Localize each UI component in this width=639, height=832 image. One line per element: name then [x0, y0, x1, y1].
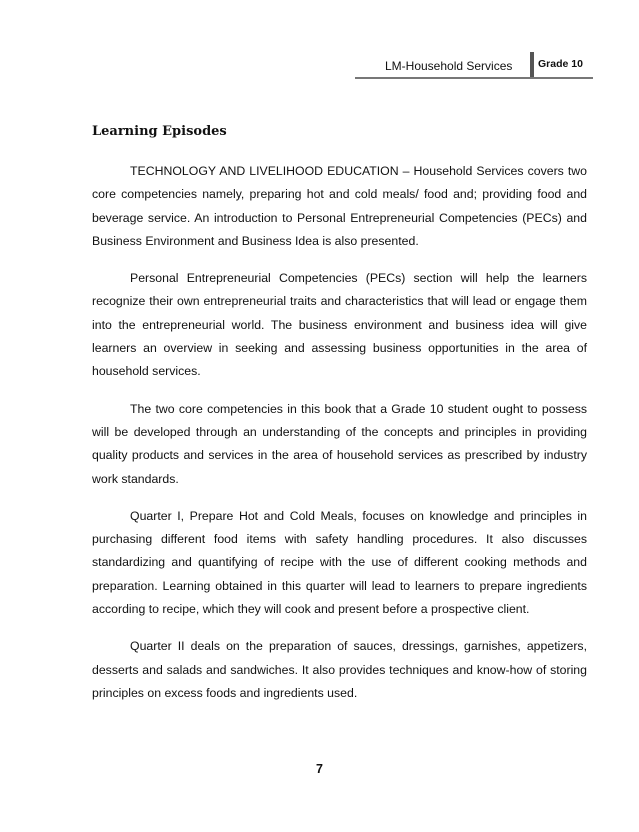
paragraph-intro-lead: TECHNOLOGY AND LIVELIHOOD EDUCATION – Household Services	[130, 164, 524, 178]
page-number: 7	[316, 762, 323, 776]
section-heading: Learning Episodes	[92, 124, 227, 139]
document-body	[92, 160, 587, 719]
paragraph-intro	[92, 160, 587, 253]
paragraph-intro-rest: covers two core competencies namely, preparing hot and cold meals/ food and; providing food and beverage service. An introduction to Personal Entrepreneurial Competencies (PECs) and Business Environment and Business Idea is also presented.	[92, 164, 587, 248]
header-rule	[355, 77, 593, 79]
header-title: LM-Household Services	[385, 59, 513, 73]
paragraph-pecs: Personal Entrepreneurial Competencies (PECs) section will help the learners recognize their own entrepreneurial traits and characteristics that will lead or engage them into the entrepreneurial world. The business environment and business idea will give learners an overview in seeking and assessing business opportunities in the area of household services.	[92, 271, 587, 379]
paragraph-quarter-1: Quarter I, Prepare Hot and Cold Meals, focuses on knowledge and principles in purchasing different food items with safety handling procedures. It also discusses standardizing and quantifying of recipe with the use of different cooking methods and preparation. Learning obtained in this quarter will lead to learners to prepare ingredients according to recipe, which they will cook and present before a prospective client.	[92, 508, 587, 617]
paragraph-competencies: The two core competencies in this book that a Grade 10 student ought to possess will be developed through an understanding of the concepts and principles in providing quality products and services in the area of household services as prescribed by industry work standards.	[92, 401, 587, 486]
header-divider	[530, 52, 534, 77]
paragraph-quarter-2: Quarter II deals on the preparation of sauces, dressings, garnishes, appetizers, desserts and salads and sandwiches. It also provides techniques and know-how of storing principles on excess foods and ingredients used.	[92, 639, 587, 700]
header-grade: Grade 10	[538, 58, 583, 70]
page-header	[355, 52, 593, 80]
